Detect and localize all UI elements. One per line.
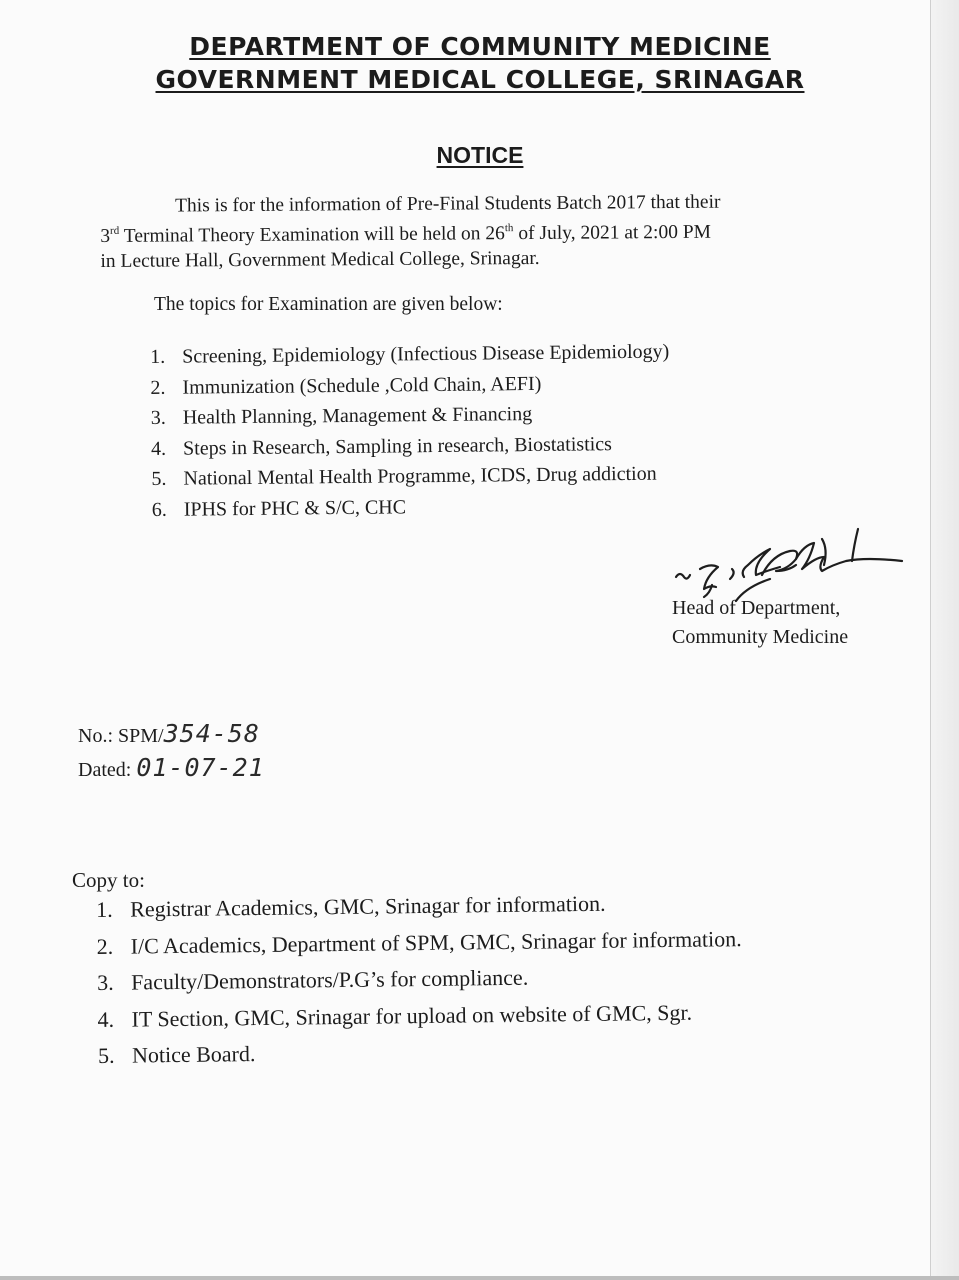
copy-to-number: 5. <box>97 1042 115 1068</box>
topic-number: 3. <box>150 406 166 429</box>
topic-number: 4. <box>151 437 167 460</box>
page-bottom-edge <box>0 1276 959 1280</box>
intro-line-1: This is for the information of Pre-Final Students Batch 2017 that their <box>175 191 721 217</box>
copy-to-number: 2. <box>96 933 114 959</box>
exam-date-time: of July, 2021 at 2:00 PM <box>513 221 712 245</box>
topic-number: 6. <box>151 498 167 521</box>
topic-number: 2. <box>150 376 166 399</box>
topic-item <box>152 487 832 525</box>
topic-text: Screening, Epidemiology (Infectious Disease Epidemiology) <box>182 340 670 368</box>
copy-to-text: Notice Board. <box>131 1041 256 1068</box>
college-name: GOVERNMENT MEDICAL COLLEGE, SRINAGAR <box>155 65 805 94</box>
topic-text: IPHS for PHC & S/C, CHC <box>183 495 407 521</box>
copy-to-number: 4. <box>97 1006 115 1032</box>
topics-intro: The topics for Examination are given below: <box>154 294 503 315</box>
exam-schedule-text: Terminal Theory Examination will be held on 26 <box>119 223 505 247</box>
reference-number-label: No.: SPM/ <box>78 725 164 747</box>
topic-text: National Mental Health Programme, ICDS, Drug addiction <box>183 462 657 490</box>
exam-ordinal-suffix: rd <box>109 224 120 237</box>
reference-date <box>78 752 265 786</box>
reference-date-label: Dated: <box>78 759 137 781</box>
exam-ordinal-number: 3 <box>100 225 111 247</box>
topic-text: Steps in Research, Sampling in research, Biostatistics <box>182 432 613 460</box>
copy-to-text: Registrar Academics, GMC, Srinagar for information. <box>130 890 606 922</box>
copy-to-list <box>96 882 878 1074</box>
copy-to-label: Copy to: <box>72 868 145 892</box>
department-header <box>120 30 840 96</box>
notice-title: NOTICE <box>436 142 524 168</box>
reference-date-value: 01-07-21 <box>136 753 265 782</box>
topic-number: 5. <box>151 467 167 490</box>
reference-number-value: 354-58 <box>163 719 260 748</box>
date-suffix: th <box>504 222 514 235</box>
reference-block <box>78 718 265 786</box>
signatory-title: Head of Department, <box>672 597 841 619</box>
handwritten-signature <box>672 525 942 603</box>
notice-intro-paragraph <box>100 189 871 274</box>
copy-to-number: 3. <box>96 969 114 995</box>
topic-text: Health Planning, Management & Financing <box>182 403 533 429</box>
page-edge-shadow <box>930 0 959 1280</box>
topics-list <box>150 335 832 525</box>
copy-to-text: IT Section, GMC, Srinagar for upload on website of GMC, Sgr. <box>131 999 693 1032</box>
signatory-block <box>672 594 848 652</box>
reference-number <box>78 718 265 752</box>
topic-number: 1. <box>150 345 166 368</box>
copy-to-text: Faculty/Demonstrators/P.G’s for compliance. <box>130 964 529 995</box>
intro-line-3: in Lecture Hall, Government Medical College, Srinagar. <box>100 247 540 272</box>
department-name: DEPARTMENT OF COMMUNITY MEDICINE <box>189 32 771 61</box>
topic-text: Immunization (Schedule ,Cold Chain, AEFI) <box>182 372 542 399</box>
signatory-department: Community Medicine <box>672 626 849 648</box>
copy-to-text: I/C Academics, Department of SPM, GMC, Srinagar for information. <box>130 925 742 959</box>
copy-to-number: 1. <box>96 896 113 922</box>
